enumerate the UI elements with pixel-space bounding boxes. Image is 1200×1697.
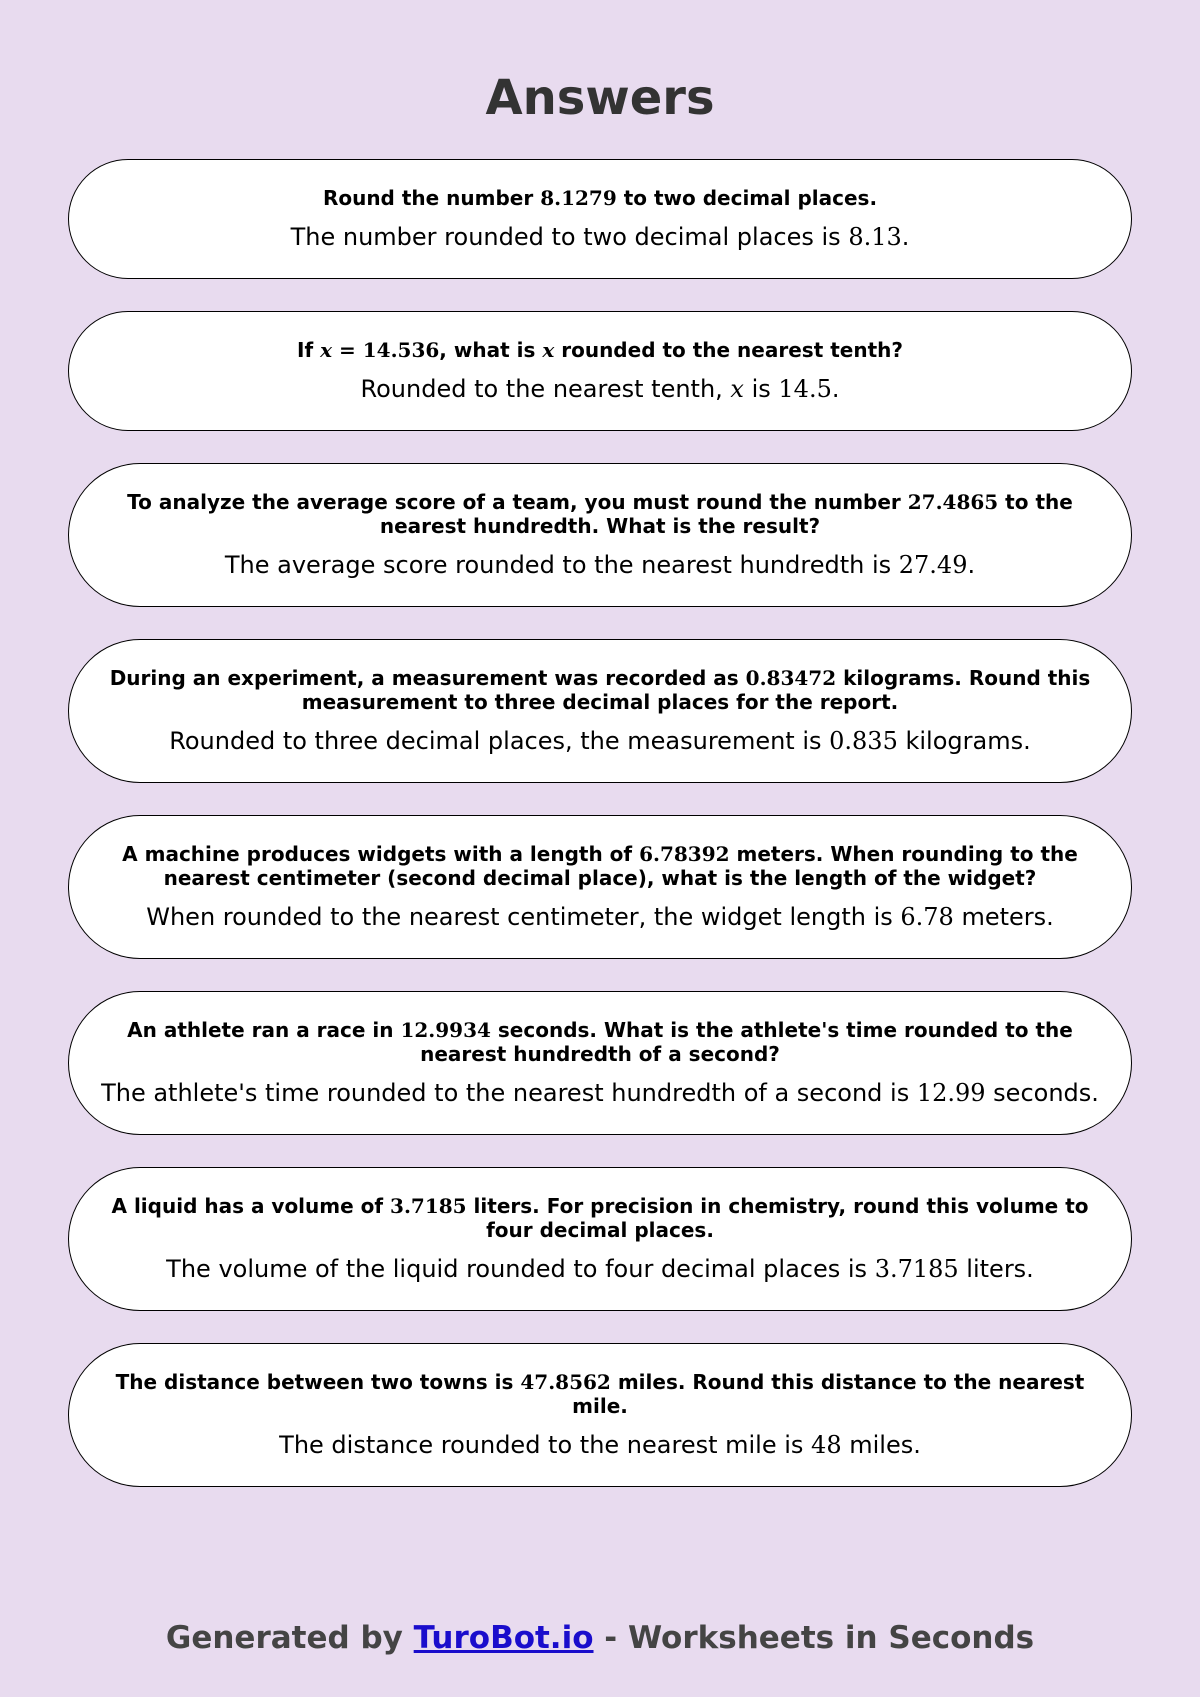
math-value: 8.13 — [848, 223, 902, 251]
answer-text: Rounded to three decimal places, the measurement is 0.835 kilograms. — [169, 727, 1031, 755]
math-value: 14.5 — [778, 375, 832, 403]
math-expression: x = 14.536 — [320, 338, 440, 362]
math-value: 47.8562 — [520, 1370, 611, 1394]
answer-card-7 — [68, 1167, 1132, 1311]
answer-text: When rounded to the nearest centimeter, the widget length is 6.78 meters. — [146, 903, 1054, 931]
math-value: 27.49 — [898, 551, 968, 579]
answer-card-5 — [68, 815, 1132, 959]
math-value: 3.7185 — [874, 1255, 959, 1283]
answer-card-2 — [68, 311, 1132, 431]
math-value: 27.4865 — [907, 490, 999, 514]
math-variable: x — [542, 338, 555, 362]
question-text: To analyze the average score of a team, you must round the number 27.4865 to the nearest hundredth. What is the result? — [127, 490, 1073, 538]
math-value: 0.83472 — [745, 666, 837, 690]
answer-text: Rounded to the nearest tenth, x is 14.5. — [360, 375, 840, 403]
math-value: 8.1279 — [540, 186, 617, 210]
math-value: 0.835 — [829, 727, 898, 755]
page-title: Answers — [485, 70, 715, 126]
answer-text: The distance rounded to the nearest mile is 48 miles. — [279, 1431, 921, 1459]
math-value: 12.99 — [916, 1079, 986, 1107]
answer-text: The number rounded to two decimal places is 8.13. — [290, 223, 910, 251]
answer-text: The volume of the liquid rounded to four decimal places is 3.7185 liters. — [166, 1255, 1034, 1283]
question-text: A liquid has a volume of 3.7185 liters. For precision in chemistry, round this volume to four decimal places. — [111, 1194, 1089, 1242]
question-text: Round the number 8.1279 to two decimal places. — [322, 186, 878, 210]
math-value: 6.78 — [900, 903, 954, 931]
math-value: 12.9934 — [400, 1018, 491, 1042]
question-text: A machine produces widgets with a length of 6.78392 meters. When rounding to the nearest centimeter (second decimal place), what is the length of the widget? — [122, 842, 1078, 890]
footer-suffix: - Worksheets in Seconds — [593, 1620, 1035, 1656]
footer-prefix: Generated by — [165, 1620, 414, 1656]
math-value: 48 — [811, 1431, 842, 1459]
answer-card-3 — [68, 463, 1132, 607]
math-value: 6.78392 — [639, 842, 730, 866]
footer — [0, 1618, 1200, 1658]
answer-text: The average score rounded to the nearest hundredth is 27.49. — [224, 551, 976, 579]
answer-card-8 — [68, 1343, 1132, 1487]
question-text: The distance between two towns is 47.8562 miles. Round this distance to the nearest mile. — [115, 1370, 1085, 1418]
question-text: If x = 14.536, what is x rounded to the nearest tenth? — [297, 338, 903, 362]
answer-card-6 — [68, 991, 1132, 1135]
answer-list — [68, 159, 1132, 1519]
question-text: During an experiment, a measurement was recorded as 0.83472 kilograms. Round this measurement to three decimal places for the report. — [109, 666, 1091, 714]
answer-text: The athlete's time rounded to the nearest hundredth of a second is 12.99 seconds. — [101, 1079, 1099, 1107]
turobot-link[interactable]: TuroBot.io — [413, 1620, 594, 1656]
question-text: An athlete ran a race in 12.9934 seconds. What is the athlete's time rounded to the nearest hundredth of a second? — [127, 1018, 1073, 1066]
math-value: 3.7185 — [390, 1194, 467, 1218]
answer-card-4 — [68, 639, 1132, 783]
answer-card-1 — [68, 159, 1132, 279]
math-variable: x — [730, 375, 744, 403]
